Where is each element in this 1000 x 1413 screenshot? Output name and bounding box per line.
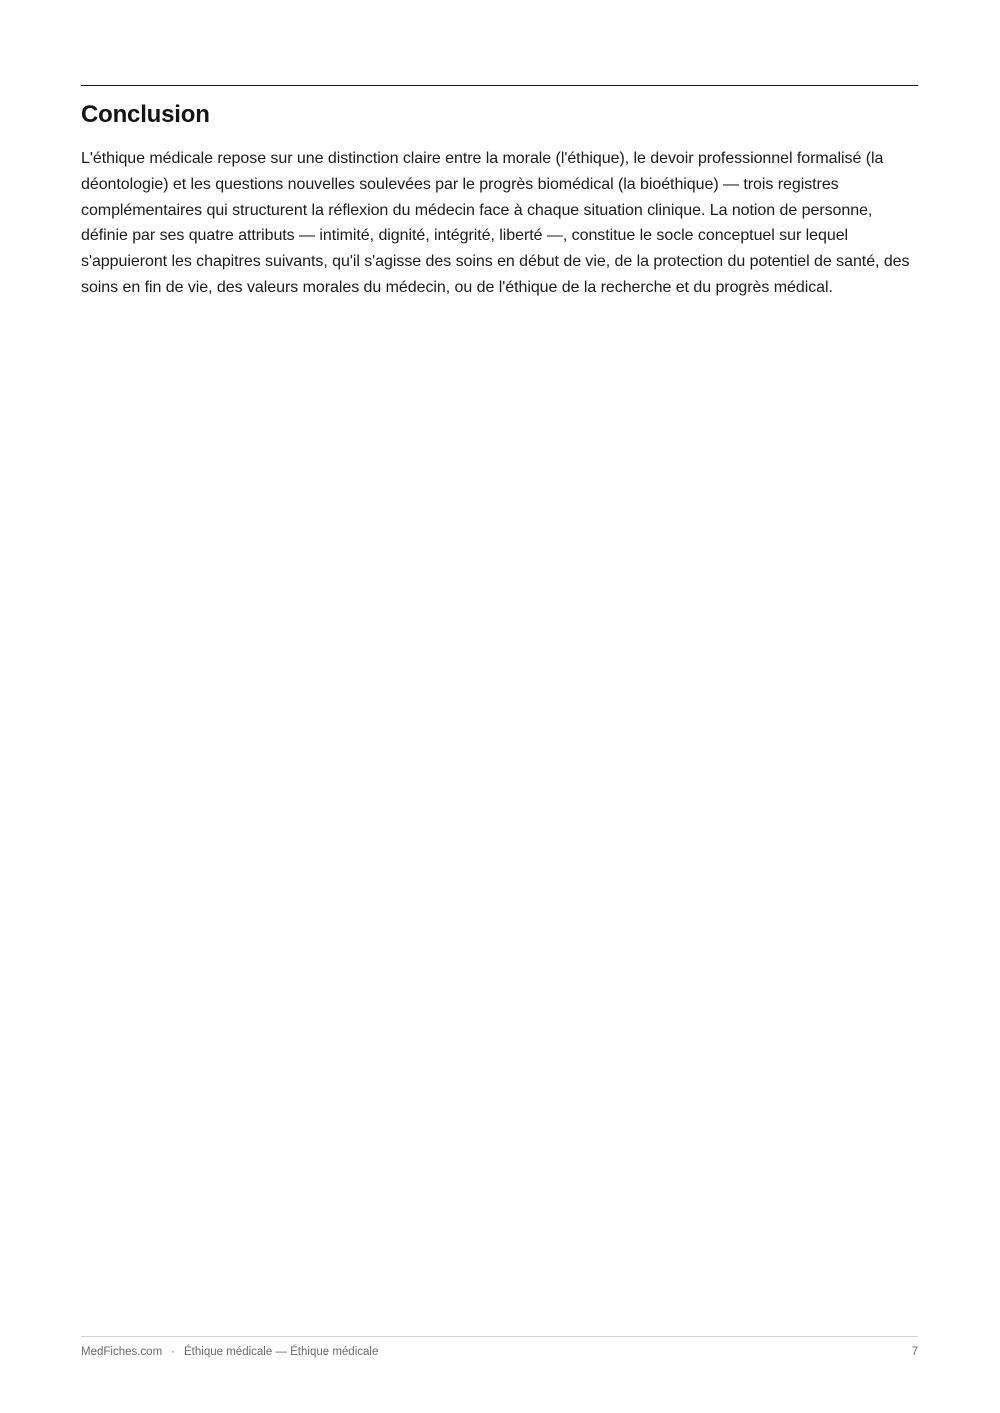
page-footer (81, 1344, 918, 1360)
footer-document-title: Éthique médicale — Éthique médicale (184, 1346, 379, 1358)
section-title: Conclusion (81, 101, 210, 128)
section-top-rule (81, 85, 918, 86)
footer-site-name: MedFiches.com (81, 1346, 163, 1358)
conclusion-paragraph: L'éthique médicale repose sur une distinction claire entre la morale (l'éthique), le devoir professionnel formalisé (la déontologie) et les questions nouvelles soulevées par le progrès biomédical (la bioéthique) — trois registres complémentaires qui structurent la réflexion du médecin face à chaque situation clinique. La notion de personne, définie par ses quatre attributs — intimité, dignité, intégrité, liberté —, constitue le socle conceptuel sur lequel s'appuieront les chapitres suivants, qu'il s'agisse des soins en début de vie, de la protection du potentiel de santé, des soins en fin de vie, des valeurs morales du médecin, ou de l'éthique de la recherche et du progrès médical. (81, 150, 910, 296)
page-number: 7 (911, 1346, 918, 1358)
footer-left (81, 1344, 378, 1360)
footer-separator: · (171, 1346, 176, 1358)
footer-rule (81, 1336, 918, 1337)
